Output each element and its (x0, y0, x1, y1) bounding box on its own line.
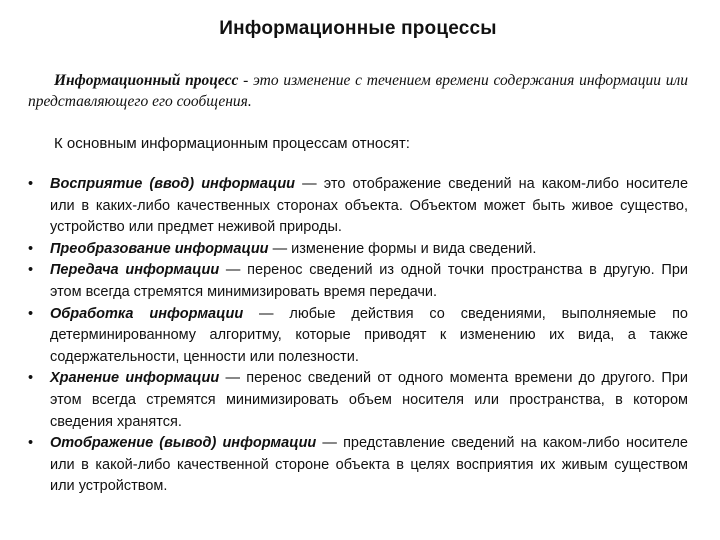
list-item-storage (28, 368, 688, 433)
item-term-word: информации (174, 240, 269, 257)
definition-text: - это изменение с течением времени содержания информации или представляющего его сообщения. (28, 72, 688, 110)
bullet-icon: • (28, 305, 34, 322)
definition-term: Информационный процесс (54, 72, 239, 89)
item-text: — это отображение сведений на каком-либо носителе или в каких-либо качественных сторонах объекта. Объектом может быть живое существо, устройство или предмет неживой природы. (50, 176, 689, 236)
list-item-transformation (28, 239, 688, 261)
bullet-icon: • (28, 240, 34, 257)
item-text: — изменение формы и вида сведений. (268, 240, 537, 257)
list-item-processing (28, 304, 688, 369)
item-text: — любые действия со сведениями, выполняемые по детерминированному алгоритму, которые приводят к изменению их вида, а также содержательности, ценности или полезности. (50, 305, 688, 365)
list-item-transmission (28, 260, 688, 303)
item-term-main: Обработка (50, 305, 134, 322)
process-list (28, 174, 688, 498)
bullet-icon: • (28, 262, 34, 279)
item-text: — представление сведений на каком-либо носителе или в какой-либо качественной стороне объекта в целях восприятия их живым существом или устройством. (50, 435, 688, 495)
bullet-icon: • (28, 435, 34, 452)
item-term-main: Отображение (вывод) (50, 435, 217, 452)
item-term-word: информации (201, 176, 296, 192)
intro-text: К основным информационным процессам относят: (54, 135, 410, 152)
item-term-main: Хранение (50, 370, 120, 387)
bullet-icon: • (28, 176, 34, 192)
page-title: Информационные процессы (219, 18, 497, 39)
item-term (50, 306, 243, 322)
bullet-icon: • (28, 370, 34, 387)
item-term-main: Восприятие (ввод) (50, 176, 195, 192)
item-term-word: информации (222, 435, 317, 452)
list-item-display (28, 433, 688, 498)
item-term-main: Преобразование (50, 240, 171, 257)
item-text: — перенос сведений из одной точки пространства в другую. При этом всегда стремятся минимизировать время передачи. (50, 262, 688, 300)
definition-paragraph (28, 70, 688, 112)
item-term-main: Передача (50, 262, 119, 279)
item-term-word: информации (149, 305, 244, 322)
item-term-word: информации (125, 370, 220, 387)
item-text: — перенос сведений от одного момента времени до другого. При этом всегда стремятся минимизировать объем носителя или пространства, в котором сведения хранятся. (50, 370, 689, 430)
item-term (50, 262, 219, 278)
item-term (50, 176, 295, 192)
item-term (50, 435, 316, 451)
item-term-word: информации (125, 262, 220, 279)
item-term (50, 370, 219, 386)
item-term (50, 241, 269, 257)
list-item-perception (28, 174, 688, 239)
